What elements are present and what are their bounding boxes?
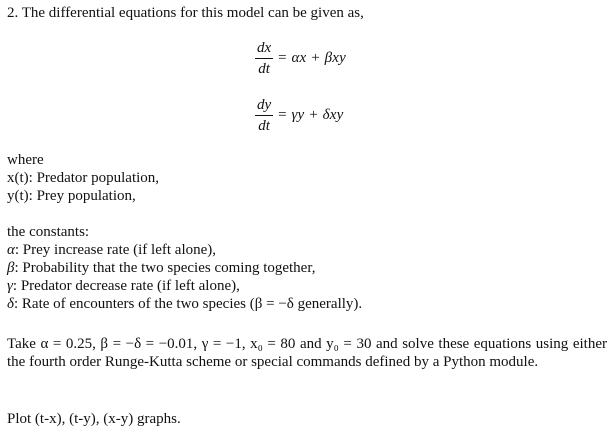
fraction-denominator: dt [258, 118, 270, 134]
equation-dx-dt [255, 40, 346, 77]
constant-description: : Probability that the two species coming together, [14, 260, 316, 276]
fraction-dx-dt [255, 40, 273, 77]
constant-beta [7, 259, 316, 277]
equation-rhs: = αx + βxy [277, 50, 346, 66]
fraction-numerator: dy [257, 97, 272, 113]
constant-gamma [7, 277, 240, 295]
constant-symbol: α [7, 242, 15, 258]
constant-symbol: γ [7, 278, 13, 294]
fraction-dy-dt [255, 97, 273, 134]
problem-heading: 2. The differential equations for this model can be given as, [7, 5, 364, 21]
where-item-y: y(t): Prey population, [7, 188, 136, 204]
constants-label: the constants: [7, 224, 90, 240]
constant-description: : Rate of encounters of the two species (β = −δ generally). [13, 296, 363, 312]
plot-instruction: Plot (t-x), (t-y), (x-y) graphs. [7, 411, 181, 427]
where-label: where [7, 152, 44, 168]
where-item-x: x(t): Predator population, [7, 170, 160, 186]
constant-symbol: δ [7, 296, 14, 312]
constant-symbol: β [7, 260, 15, 276]
task-paragraph: Take α = 0.25, β = −δ = −0.01, γ = −1, x₀ = 80 and y₀ = 30 and solve these equations using either the fourth order Runge-Kutta scheme or special commands defined by a Python module. [7, 336, 607, 370]
fraction-denominator: dt [258, 61, 270, 77]
equation-dy-dt [255, 97, 344, 134]
equation-rhs: = γy + δxy [277, 107, 344, 123]
fraction-numerator: dx [257, 40, 272, 56]
constant-alpha [7, 241, 216, 259]
fraction-bar [255, 58, 273, 59]
constant-description: : Prey increase rate (if left alone), [14, 242, 217, 258]
fraction-bar [255, 115, 273, 116]
constant-description: : Predator decrease rate (if left alone), [12, 278, 240, 294]
constant-delta [7, 295, 362, 313]
